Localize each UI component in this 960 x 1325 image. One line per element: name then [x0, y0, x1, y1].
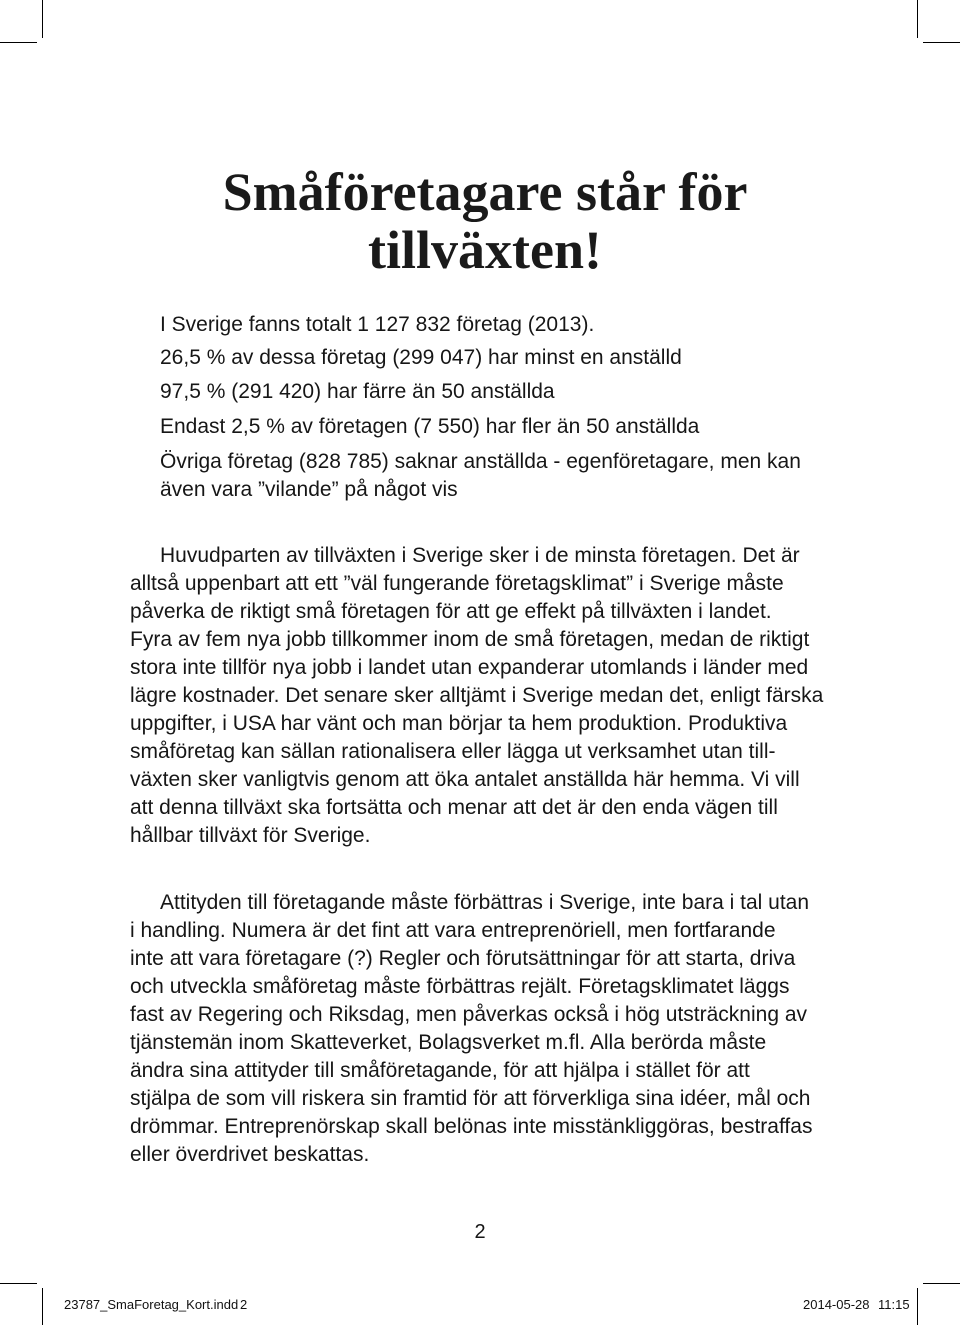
slug-page: 2: [240, 1297, 248, 1312]
statistic-line: Övriga företag (828 785) saknar anställda - egenföretagare, men kan: [160, 450, 801, 473]
paragraph-line: fast av Regering och Riksdag, men påverkas också i hög utsträckning av: [130, 1003, 808, 1026]
paragraph-line: drömmar. Entreprenörskap skall belönas inte misstänkliggöras, bestraffas: [130, 1115, 813, 1138]
paragraph-line: Fyra av fem nya jobb tillkommer inom de små företagen, medan de riktigt: [130, 628, 810, 651]
title-line-2: tillväxten!: [368, 220, 602, 280]
crop-mark-top-left-vertical: [42, 0, 43, 38]
crop-mark-bottom-right-horizontal: [923, 1283, 960, 1284]
crop-mark-bottom-left-horizontal: [0, 1283, 37, 1284]
statistic-line: 97,5 % (291 420) har färre än 50 anställda: [160, 380, 555, 403]
crop-mark-top-left-horizontal: [0, 42, 37, 43]
paragraph-line: lägre kostnader. Det senare sker alltjämt i Sverige medan det, enligt färska: [130, 684, 824, 707]
paragraph-line: påverka de riktigt små företagen för att ge effekt på tillväxten i landet.: [130, 600, 772, 623]
paragraph-line: i handling. Numera är det fint att vara entreprenöriell, men fortfarande: [130, 919, 776, 942]
slug-filename: 23787_SmaForetag_Kort.indd: [64, 1297, 239, 1312]
statistic-line: även vara ”vilande” på något vis: [160, 478, 458, 501]
page-title: [130, 163, 840, 279]
paragraph-line: Huvudparten av tillväxten i Sverige sker i de minsta företagen. Det är: [160, 544, 800, 567]
paragraph-line: inte att vara företagare (?) Regler och förutsättningar för att starta, driva: [130, 947, 796, 970]
crop-mark-top-right-horizontal: [923, 42, 960, 43]
slug-time: 11:15: [878, 1297, 910, 1312]
page-number: 2: [474, 1221, 486, 1243]
paragraph-line: småföretag kan sällan rationalisera eller lägga ut verksamhet utan till-: [130, 740, 776, 763]
paragraph-line: stjälpa de som vill riskera sin framtid för att förverkliga sina idéer, mål och: [130, 1087, 811, 1110]
paragraph-line: att denna tillväxt ska fortsätta och menar att det är den enda vägen till: [130, 796, 778, 819]
paragraph-line: tjänstemän inom Skatteverket, Bolagsverket m.fl. Alla berörda måste: [130, 1031, 767, 1054]
paragraph-growth: [130, 542, 850, 850]
paragraph-line: stora inte tillför nya jobb i landet utan expanderar utomlands i länder med: [130, 656, 809, 679]
paragraph-line: Attityden till företagande måste förbättras i Sverige, inte bara i tal utan: [160, 891, 810, 914]
crop-mark-top-right-vertical: [917, 0, 918, 38]
statistic-line: I Sverige fanns totalt 1 127 832 företag (2013).: [160, 313, 595, 336]
paragraph-attitude: [130, 889, 850, 1169]
statistic-line: 26,5 % av dessa företag (299 047) har minst en anställd: [160, 346, 682, 369]
paragraph-line: ändra sina attityder till småföretagande, för att hjälpa i stället för att: [130, 1059, 750, 1082]
paragraph-line: växten sker vanligtvis genom att öka antalet anställda här hemma. Vi vill: [130, 768, 800, 791]
slug-date: 2014-05-28: [803, 1297, 870, 1312]
paragraph-line: och utveckla småföretag måste förbättras rejält. Företagsklimatet läggs: [130, 975, 790, 998]
crop-mark-bottom-right-vertical: [917, 1288, 918, 1325]
paragraph-line: hållbar tillväxt för Sverige.: [130, 824, 371, 847]
crop-mark-bottom-left-vertical: [42, 1288, 43, 1325]
paragraph-line: eller överdrivet beskattas.: [130, 1143, 370, 1166]
statistic-line: Endast 2,5 % av företagen (7 550) har fler än 50 anställda: [160, 415, 700, 438]
title-line-1: Småföretagare står för: [222, 162, 748, 222]
paragraph-line: uppgifter, i USA har vänt och man börjar ta hem produktion. Produktiva: [130, 712, 788, 735]
paragraph-line: alltså uppenbart att ett ”väl fungerande företagsklimat” i Sverige måste: [130, 572, 784, 595]
